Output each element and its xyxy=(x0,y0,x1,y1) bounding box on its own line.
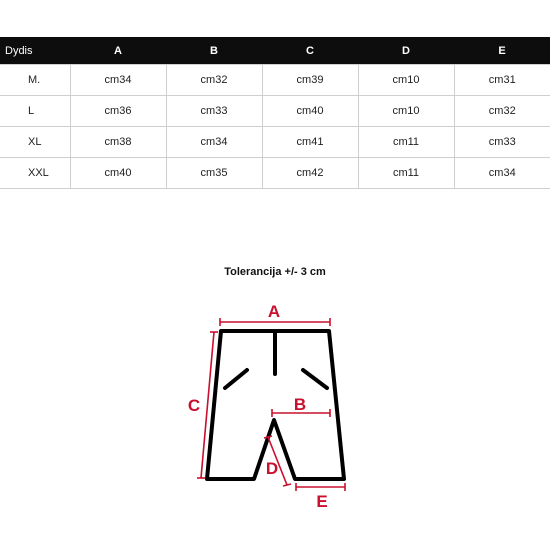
table-cell: cm10 xyxy=(358,65,454,96)
table-cell: cm34 xyxy=(454,158,550,189)
table-cell: cm40 xyxy=(262,96,358,127)
table-cell: cm33 xyxy=(166,96,262,127)
table-cell: cm33 xyxy=(454,127,550,158)
label-c: C xyxy=(187,396,201,415)
table-cell: cm31 xyxy=(454,65,550,96)
header-c: C xyxy=(262,37,358,65)
tolerance-note: Tolerancija +/- 3 cm xyxy=(224,266,326,278)
table-cell: cm41 xyxy=(262,127,358,158)
table-cell: cm36 xyxy=(70,96,166,127)
table-cell: cm11 xyxy=(358,127,454,158)
size-label: L xyxy=(0,96,70,127)
table-cell: cm39 xyxy=(262,65,358,96)
label-e: E xyxy=(316,492,328,511)
table-cell: cm34 xyxy=(166,127,262,158)
size-label: XL xyxy=(0,127,70,158)
table-cell: cm11 xyxy=(358,158,454,189)
header-a: A xyxy=(70,37,166,65)
table-cell: cm40 xyxy=(70,158,166,189)
table-cell: cm42 xyxy=(262,158,358,189)
label-d: D xyxy=(265,459,279,478)
size-label: M. xyxy=(0,65,70,96)
table-cell: cm32 xyxy=(454,96,550,127)
header-b: B xyxy=(166,37,262,65)
label-b: B xyxy=(293,395,307,414)
table-cell: cm34 xyxy=(70,65,166,96)
table-cell: cm38 xyxy=(70,127,166,158)
table-cell: cm10 xyxy=(358,96,454,127)
table-cell: cm32 xyxy=(166,65,262,96)
header-size: Dydis xyxy=(0,37,70,65)
table-cell: cm35 xyxy=(166,158,262,189)
label-a: A xyxy=(267,302,281,321)
header-e: E xyxy=(454,37,550,65)
header-d: D xyxy=(358,37,454,65)
size-label: XXL xyxy=(0,158,70,189)
